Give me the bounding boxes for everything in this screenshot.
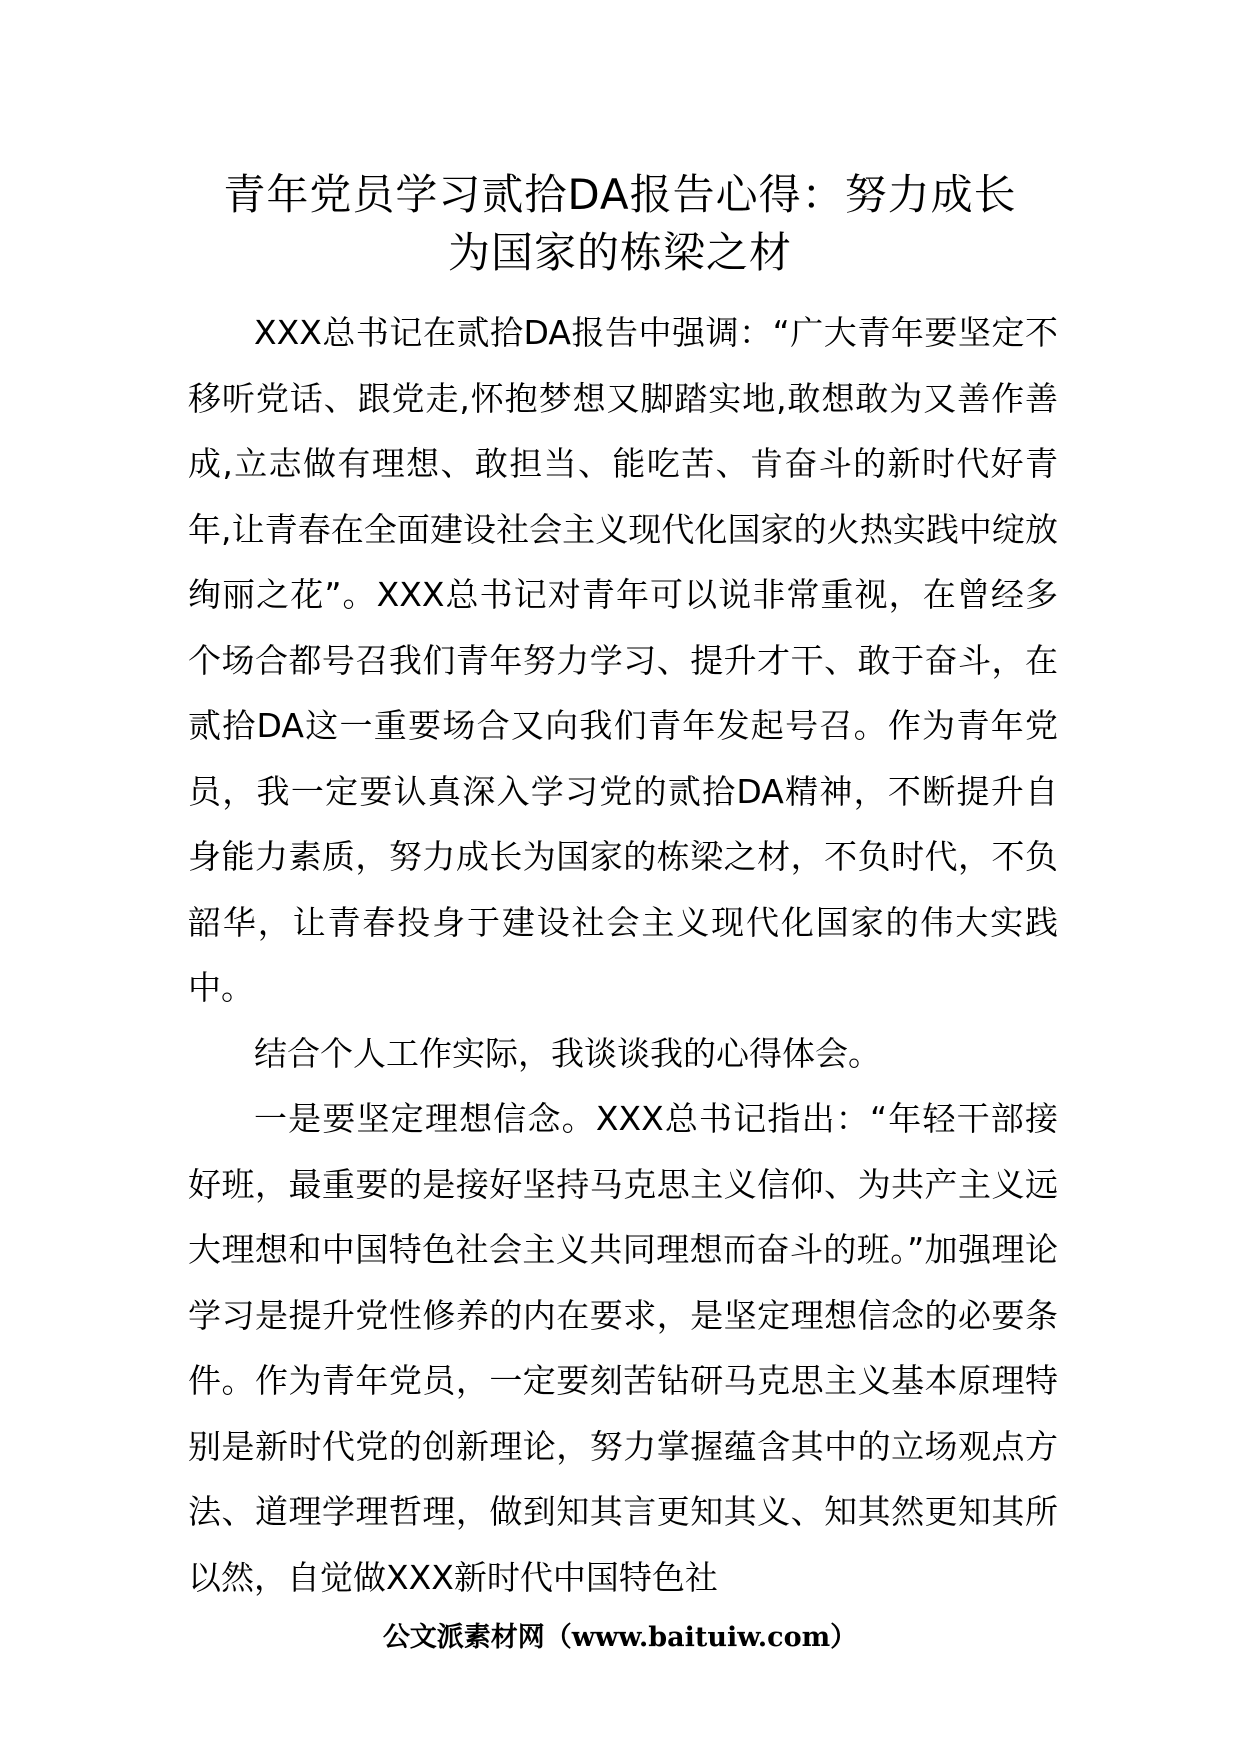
footer-watermark: 公文派素材网（www.baituiw.com） — [382, 1622, 858, 1653]
title-line-1: 青年党员学习贰拾DA报告心得：努力成长 — [223, 170, 1017, 219]
title-line-2: 为国家的栋梁之材 — [447, 228, 792, 277]
paragraph-intro: XXX总书记在贰拾DA报告中强调：“广大青年要坚定不移听党话、跟党走,怀抱梦想又脚踏实地,敢想敢为又善作善成,立志做有理想、敢担当、能吃苦、肯奋斗的新时代好青年,让青春在全面建设社会主义现代化国家的火热实践中绽放绚丽之花”。XXX总书记对青年可以说非常重视，在曾经多个场合都号召我们青年努力学习、提升才干、敢于奋斗，在贰拾DA这一重要场合又向我们青年发起号召。作为青年党员，我一定要认真深入学习党的贰拾DA精神，不断提升自身能力素质，努力成长为国家的栋梁之材，不负时代，不负韶华，让青春投身于建设社会主义现代化国家的伟大实践中。 — [188, 313, 1058, 1007]
paragraph-point-one: 一是要坚定理想信念。XXX总书记指出：“年轻干部接好班，最重要的是接好坚持马克思主义信仰、为共产主义远大理想和中国特色社会主义共同理想而奋斗的班。”加强理论学习是提升党性修养的内在要求，是坚定理想信念的必要条件。作为青年党员，一定要刻苦钻研马克思主义基本原理特别是新时代党的创新理论，努力掌握蕴含其中的立场观点方法、道理学理哲理，做到知其言更知其义、知其然更知其所以然，自觉做XXX新时代中国特色社 — [188, 1099, 1058, 1597]
document-title — [150, 166, 1090, 282]
document-body — [188, 300, 1058, 1610]
paragraph-transition: 结合个人工作实际，我谈谈我的心得体会。 — [254, 1033, 881, 1073]
